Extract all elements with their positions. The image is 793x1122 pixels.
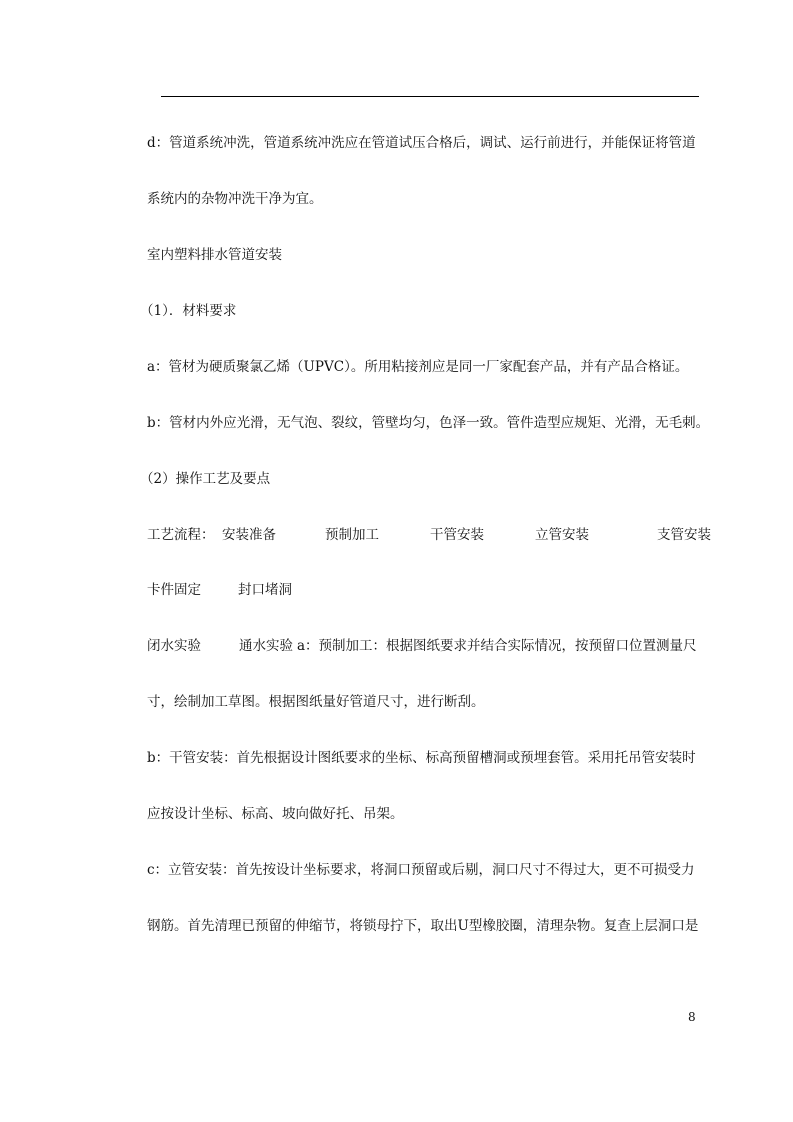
paragraph-prefab: a：预制加工：根据图纸要求并结合实际情况，按预留口位置测量尺 [297,638,697,654]
flow-step-2: 预制加工 [325,527,379,543]
paragraph-line-9: 钢筋。首先清理已预留的伸缩节，将锁母拧下，取出U型橡胶圈，清理杂物。复查上层洞口是 [147,918,699,934]
process-flow-row-2 [147,581,347,599]
paragraph-line-4: b：管材内外应光滑，无气泡、裂纹，管壁均匀，色泽一致。管件造型应规矩、光滑，无毛刺。 [147,415,710,431]
flow-step-1: 安装准备 [222,527,276,543]
flow-step-4: 立管安装 [535,527,589,543]
paragraph-line-5: 寸，绘制加工草图。根据图纸量好管道尺寸，进行断刮。 [147,694,485,710]
paragraph-line-6: b：干管安装：首先根据设计图纸要求的坐标、标高预留槽洞或预埋套管。采用托吊管安装时 [147,750,696,766]
flow-step-9: 通水实验 [239,638,293,654]
flow-step-8: 闭水实验 [147,638,201,654]
header-rule [161,96,699,97]
process-flow-label: 工艺流程： [147,527,215,543]
section-heading: 室内塑料排水管道安装 [147,247,282,263]
paragraph-line-8: c：立管安装：首先按设计坐标要求，将洞口预留或后剔，洞口尺寸不得过大，更不可损受力 [147,862,695,878]
flow-step-5: 支管安装 [657,527,711,543]
process-flow-row [147,526,717,544]
paragraph-line-7: 应按设计坐标、标高、坡向做好托、吊架。 [147,806,404,822]
process-flow-row-3 [147,637,717,655]
flow-step-6: 卡件固定 [147,582,201,598]
flow-step-3: 干管安装 [430,527,484,543]
subheading-process: （2）操作工艺及要点 [140,471,271,487]
paragraph-line-1: d：管道系统冲洗，管道系统冲洗应在管道试压合格后，调试、运行前进行，并能保证将管道 [147,135,696,151]
flow-step-7: 封口堵洞 [238,582,292,598]
paragraph-line-3: a：管材为硬质聚氯乙烯（UPVC）。所用粘接剂应是同一厂家配套产品，并有产品合格证。 [147,359,689,375]
page-number: 8 [688,1010,696,1024]
subheading-materials: （1）．材料要求 [140,303,237,319]
paragraph-line-2: 系统内的杂物冲洗干净为宜。 [147,191,323,207]
